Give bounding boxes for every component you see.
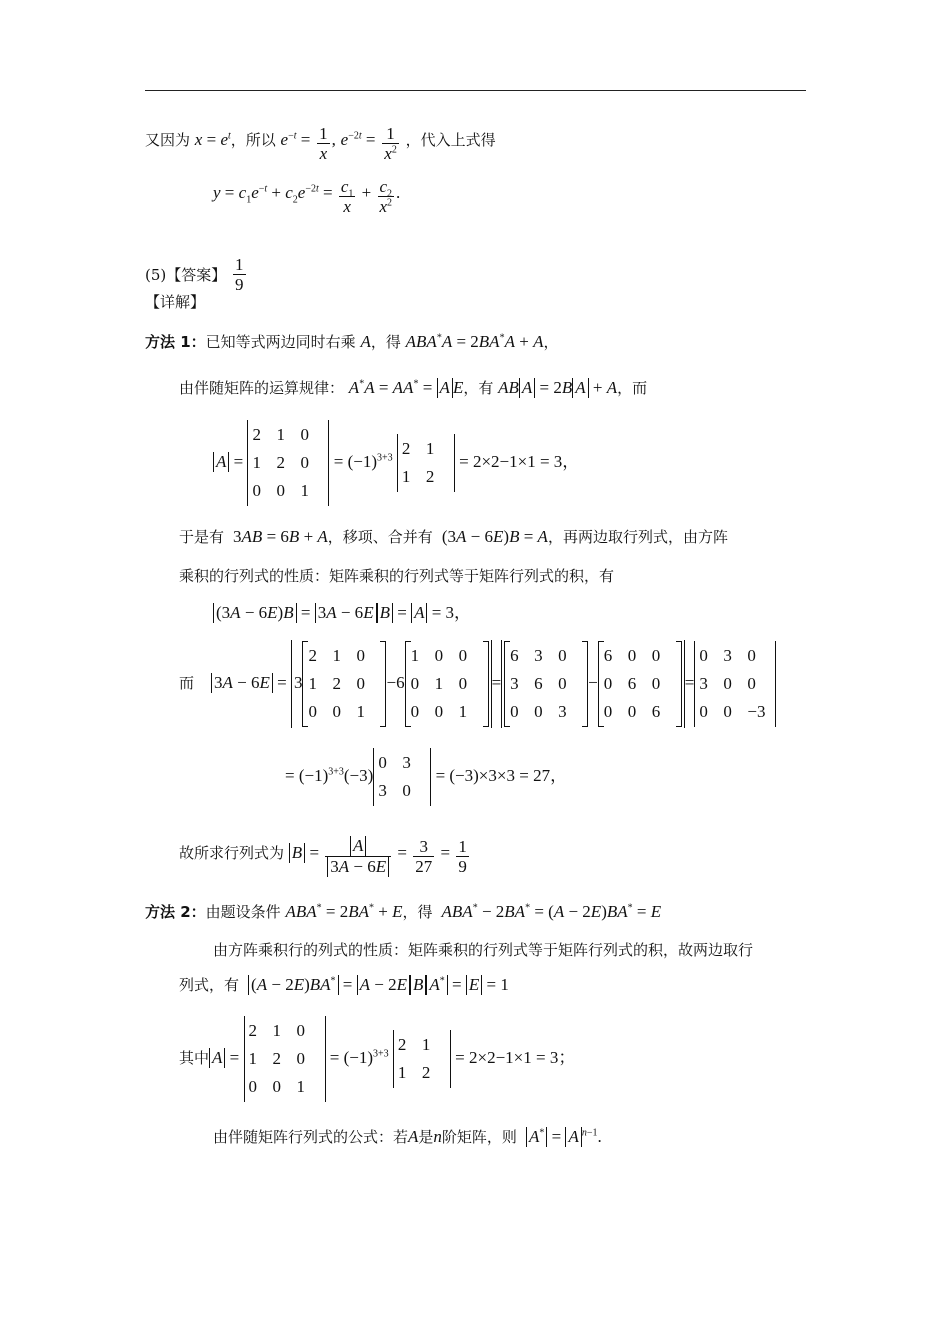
text-line: 由方阵乘积行的列式的性质：矩阵乘积的行列式等于矩阵行列式的积，故两边取行: [213, 941, 754, 959]
method2-line: 方法 2：由题设条件 ABA* = 2BA* + E，得 ABA* − 2BA* = (A − 2E)BA* = E: [145, 902, 662, 921]
text-line: 由伴随矩阵的运算规律： A*A = AA* = A E，有 AB A = 2B A + A，而: [179, 378, 648, 397]
equation: 而 3A − 6E = 3 2 1 0 1 2 0 0 0 1 −6 1 0 0 0 1 0 0 0 1 = 6 3 0 3 6 0 0 0 3 − 6 0 0 0 6 0 0 0 6 = 0 3 0 3 0 0 0 0 −3: [179, 640, 776, 728]
equation: $y = c_1e^{-t} + c_2e^{-2t}$ = $\frac{c_1}{x}$ + $\frac{c_2}{x^2}$ .: [213, 177, 401, 216]
equation: (3A − 6E)B = 3A − 6E B = A = 3，: [213, 603, 471, 623]
text-line: 由伴随矩阵行列式的公式：若A是n阶矩阵，则 A* = A $^{n-1}$.: [213, 1127, 602, 1146]
text-line: 列式，有 (A − 2E)BA* = A − 2E B A* = E = 1: [179, 975, 509, 994]
text-line: 故所求行列式为 B = $\frac{A}{3A - 6E}$ = $\frac{3}{27}$ = $\frac{1}{9}$: [179, 836, 467, 876]
text-line: 乘积的行列式的性质：矩阵乘积的行列式等于矩阵行列式的积，有: [179, 567, 615, 585]
method1-line: 方法 1：已知等式两边同时右乘 A，得 ABA*A = 2BA*A + A，: [145, 332, 559, 351]
detail-heading: 【详解】: [145, 293, 206, 311]
answer-line: (5)【答案】 $\frac{1}{9}$: [145, 255, 244, 294]
text-line: 于是有 3AB = 6B + A，移项、合并有 (3A − 6E)B = A，再两边取行列式，由方阵: [179, 527, 728, 546]
equation: 其中 A = 2 1 0 1 2 0 0 0 1 = $(-1)^{3+3}$ 2 1 1 2 = 2×2−1×1 = 3；: [179, 1016, 575, 1102]
header-rule: [145, 90, 806, 91]
equation: A = 2 1 0 1 2 0 0 0 1 = $(-1)^{3+3}$ 2 1 1 2 = 2×2−1×1 = 3，: [213, 420, 579, 506]
text-line: 又因为 $x = e^t$，所以 $e^{-t}$ = $\frac{1}{x}$ , $e^{-2t}$ = $\frac{1}{x^2}$ ，代入上式得: [145, 124, 496, 163]
equation: = $(-1)^{3+3}(-3)$ 0 3 3 0 = (−3)×3×3 = 27，: [285, 748, 567, 806]
